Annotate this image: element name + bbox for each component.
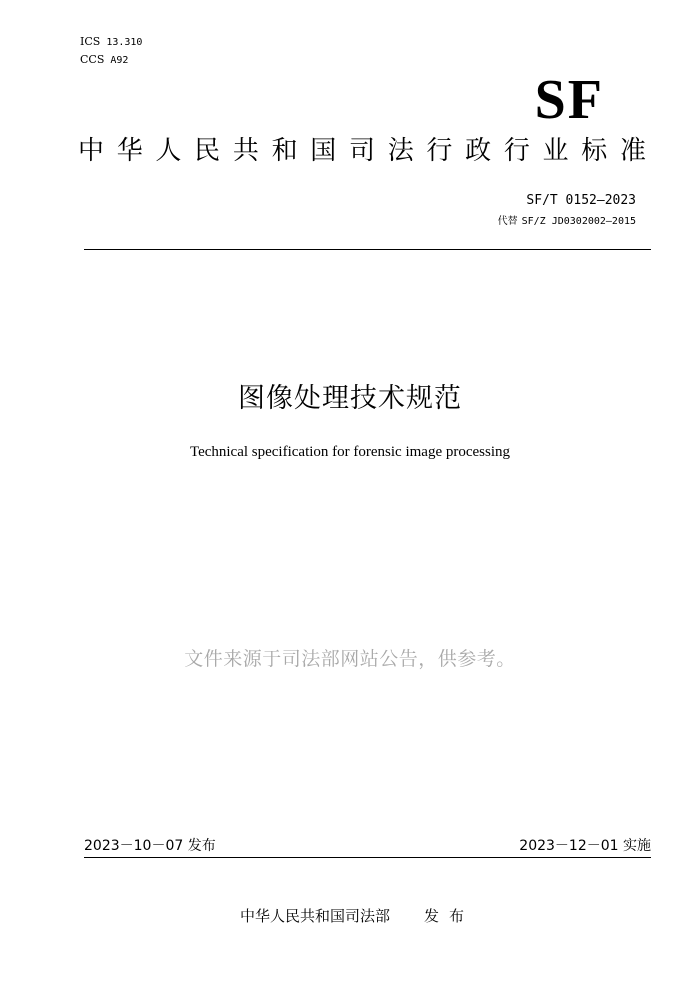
bottom-divider xyxy=(84,857,651,858)
ics-code: 13.310 xyxy=(106,37,143,48)
replaces-label: 代替 xyxy=(497,216,518,227)
document-title-english: Technical specification for forensic image processing xyxy=(189,444,511,460)
ccs-label: CCS xyxy=(80,53,105,66)
industry-standard-title: 中华人民共和国司法行政行业标准 xyxy=(78,136,650,166)
implementation-date: 2023－12－01 实施 xyxy=(519,838,651,854)
ics-label: ICS xyxy=(80,35,101,48)
ics-classification xyxy=(80,35,142,50)
ccs-code: A92 xyxy=(110,55,129,66)
source-watermark: 文件来源于司法部网站公告，供参考。 xyxy=(184,648,516,670)
publisher-name: 中华人民共和国司法部 xyxy=(239,907,390,925)
publisher-line xyxy=(0,905,700,927)
ccs-classification xyxy=(80,53,128,68)
sf-logo: SF xyxy=(534,69,604,131)
document-title-chinese: 图像处理技术规范 xyxy=(238,383,462,414)
replaces-code: SF/Z JD0302002—2015 xyxy=(521,216,636,227)
top-divider xyxy=(84,249,651,250)
replaces-standard xyxy=(498,215,636,229)
publish-action: 发布 xyxy=(424,907,475,925)
standard-number: SF/T 0152—2023 xyxy=(526,193,636,208)
release-date: 2023－10－07 发布 xyxy=(84,838,216,854)
